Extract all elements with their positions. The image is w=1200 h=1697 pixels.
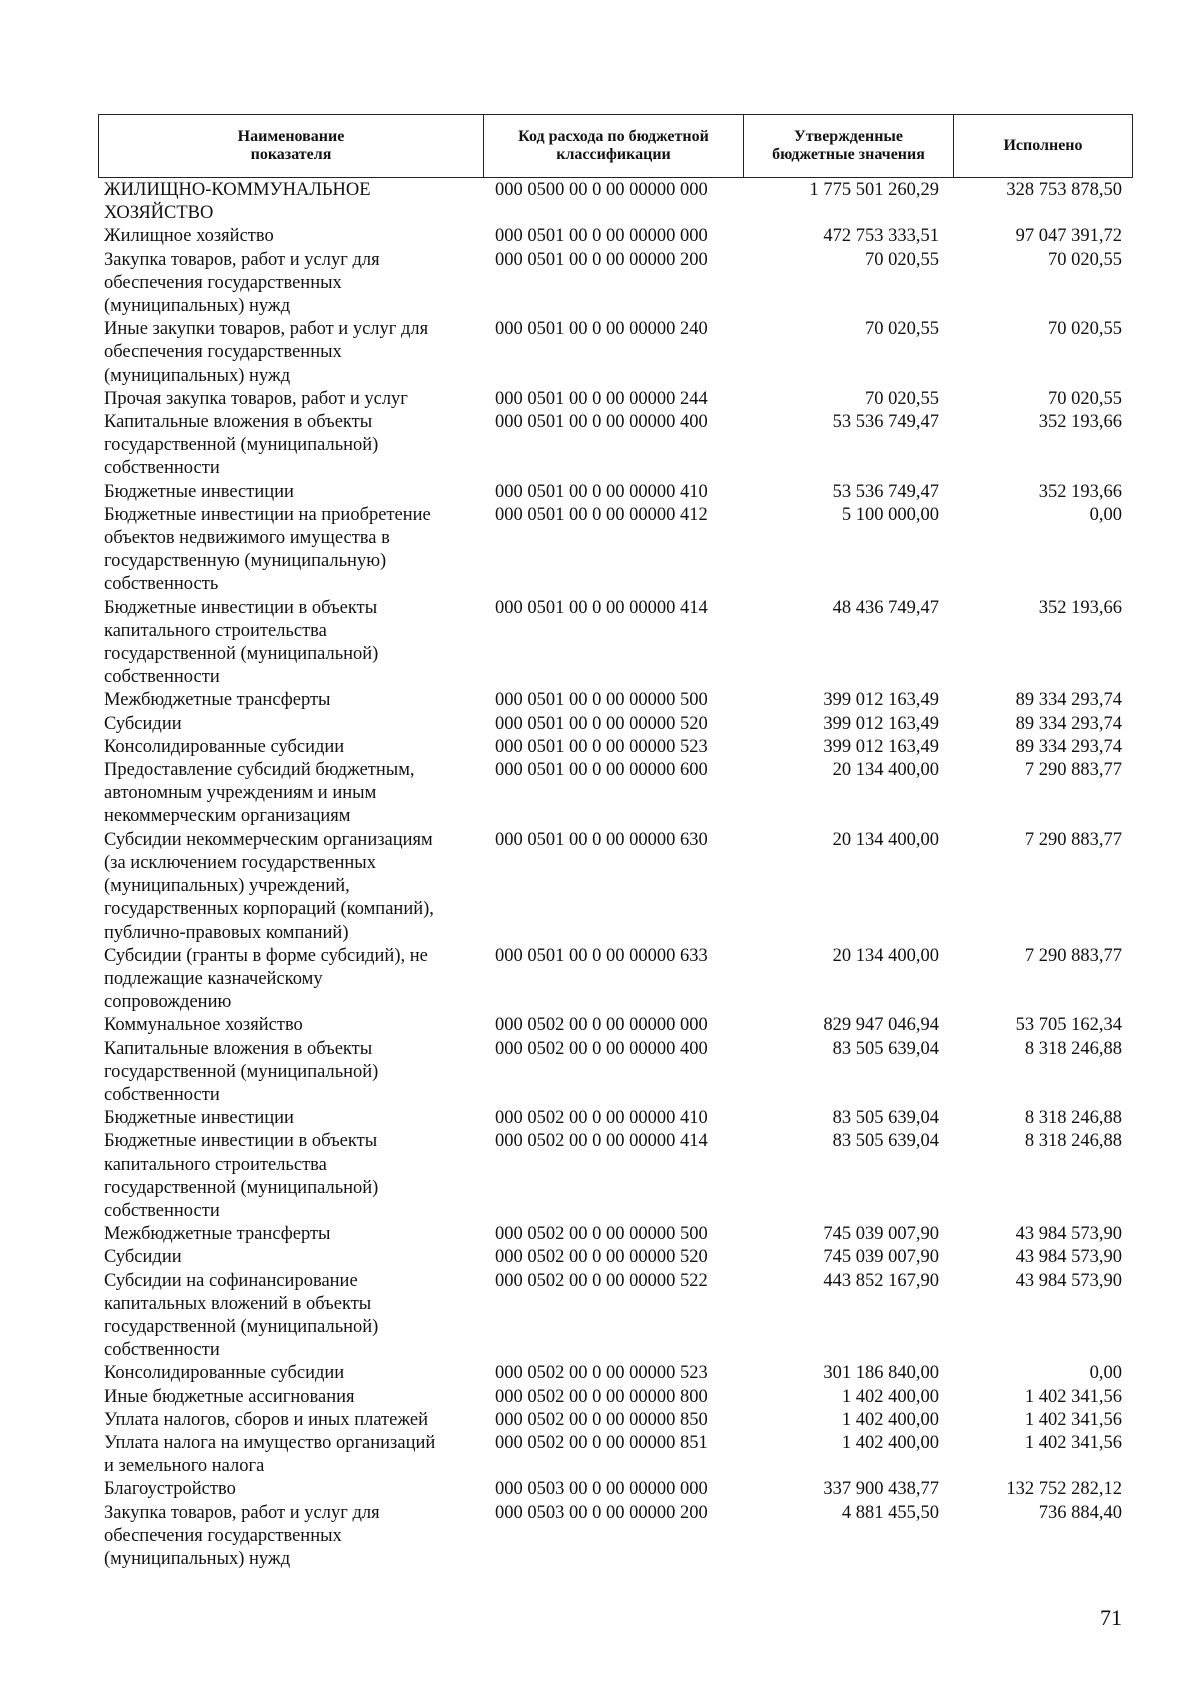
row-name: Уплата налогов, сборов и иных платежей: [104, 1409, 429, 1430]
row-approved: 399 012 163,49: [823, 713, 939, 734]
row-name: Межбюджетные трансферты: [104, 690, 331, 711]
table-row: [98, 597, 1132, 690]
row-name: Капитальные вложения в объекты государственной (муниципальной) собственности: [104, 1038, 379, 1105]
row-approved: 745 039 007,90: [823, 1247, 939, 1268]
row-code: 000 0501 00 0 00 00000 520: [495, 713, 708, 734]
row-approved: 53 536 749,47: [832, 481, 939, 502]
row-name: Бюджетные инвестиции в объекты капитального строительства государственной (муниципальной) собственности: [104, 1131, 379, 1221]
row-approved: 301 186 840,00: [823, 1363, 939, 1384]
table-row: [98, 249, 1132, 319]
row-name: Иные закупки товаров, работ и услуг для обеспечения государственных (муниципальных) нужд: [104, 319, 429, 386]
row-approved: 443 852 167,90: [823, 1270, 939, 1291]
table-row: [98, 388, 1132, 411]
row-name: Бюджетные инвестиции: [104, 481, 294, 502]
row-executed: 97 047 391,72: [1015, 226, 1122, 247]
row-name: Субсидии на софинансирование капитальных вложений в объекты государственной (муниципальной) собственности: [104, 1270, 379, 1361]
row-executed: 0,00: [1089, 504, 1122, 525]
row-approved: 20 134 400,00: [832, 945, 939, 966]
row-code: 000 0501 00 0 00 00000 200: [495, 249, 708, 270]
row-name: Прочая закупка товаров, работ и услуг: [104, 388, 408, 409]
row-code: 000 0501 00 0 00 00000 633: [495, 945, 708, 966]
table-row: [98, 179, 1132, 225]
row-name: Уплата налога на имущество организаций и земельного налога: [104, 1432, 436, 1477]
row-name: Капитальные вложения в объекты государственной (муниципальной) собственности: [104, 412, 379, 479]
row-executed: 89 334 293,74: [1015, 690, 1122, 711]
row-executed: 70 020,55: [1048, 388, 1122, 409]
row-name: Субсидии (гранты в форме субсидий), не подлежащие казначейскому сопровождению: [104, 945, 428, 1013]
row-executed: 53 705 162,34: [1015, 1015, 1122, 1036]
row-executed: 89 334 293,74: [1015, 713, 1122, 734]
table-row: [98, 225, 1132, 248]
row-code: 000 0501 00 0 00 00000 240: [495, 319, 708, 340]
row-approved: 4 881 455,50: [841, 1502, 939, 1523]
table-row: [98, 1107, 1132, 1130]
row-approved: 1 775 501 260,29: [809, 180, 939, 200]
row-code: 000 0501 00 0 00 00000 000: [495, 226, 708, 247]
table-header: [98, 114, 1133, 178]
row-approved: 1 402 400,00: [841, 1409, 939, 1430]
table-row: [98, 1246, 1132, 1269]
row-code: 000 0502 00 0 00 00000 851: [495, 1432, 708, 1453]
row-name: Иные бюджетные ассигнования: [104, 1386, 355, 1407]
table-row: [98, 481, 1132, 504]
row-code: 000 0501 00 0 00 00000 412: [495, 504, 708, 525]
row-approved: 745 039 007,90: [823, 1224, 939, 1245]
row-code: 000 0503 00 0 00 00000 000: [495, 1479, 708, 1500]
row-code: 000 0502 00 0 00 00000 400: [495, 1038, 708, 1059]
row-code: 000 0502 00 0 00 00000 000: [495, 1015, 708, 1036]
row-code: 000 0501 00 0 00 00000 410: [495, 481, 708, 502]
row-executed: 8 318 246,88: [1024, 1108, 1122, 1129]
row-approved: 83 505 639,04: [832, 1131, 939, 1152]
row-name: Жилищное хозяйство: [104, 226, 274, 247]
row-code: 000 0503 00 0 00 00000 200: [495, 1502, 708, 1523]
row-name: Закупка товаров, работ и услуг для обеспечения государственных (муниципальных) нужд: [104, 1502, 380, 1569]
row-name: Закупка товаров, работ и услуг для обеспечения государственных (муниципальных) нужд: [104, 249, 380, 317]
row-code: 000 0501 00 0 00 00000 523: [495, 736, 708, 757]
row-executed: 43 984 573,90: [1015, 1270, 1122, 1291]
row-name: Благоустройство: [104, 1479, 236, 1500]
row-code: 000 0502 00 0 00 00000 500: [495, 1224, 708, 1245]
row-name: Субсидии: [104, 1247, 182, 1268]
row-executed: 352 193,66: [1038, 412, 1122, 433]
row-code: 000 0501 00 0 00 00000 600: [495, 760, 708, 781]
row-executed: 7 290 883,77: [1024, 829, 1122, 850]
row-code: 000 0501 00 0 00 00000 500: [495, 690, 708, 711]
row-executed: 70 020,55: [1048, 249, 1122, 270]
row-executed: 7 290 883,77: [1024, 760, 1122, 781]
header-name: Наименование показателя: [99, 115, 484, 178]
row-code: 000 0502 00 0 00 00000 523: [495, 1363, 708, 1384]
row-executed: 1 402 341,56: [1024, 1409, 1122, 1430]
row-approved: 399 012 163,49: [823, 690, 939, 711]
row-name: Субсидии: [104, 713, 182, 734]
row-code: 000 0501 00 0 00 00000 630: [495, 829, 708, 850]
row-executed: 1 402 341,56: [1024, 1386, 1122, 1407]
row-approved: 83 505 639,04: [832, 1108, 939, 1129]
table-row: [98, 1270, 1132, 1363]
row-code: 000 0501 00 0 00 00000 400: [495, 412, 708, 433]
row-name: Коммунальное хозяйство: [104, 1015, 303, 1036]
row-code: 000 0502 00 0 00 00000 520: [495, 1247, 708, 1268]
row-name: Бюджетные инвестиции на приобретение объектов недвижимого имущества в государственную (муниципальную) собственность: [104, 504, 431, 595]
row-approved: 83 505 639,04: [832, 1038, 939, 1059]
row-approved: 20 134 400,00: [832, 760, 939, 781]
row-executed: 7 290 883,77: [1024, 945, 1122, 966]
table-row: [98, 411, 1132, 481]
row-executed: 328 753 878,50: [1006, 180, 1122, 200]
row-code: 000 0502 00 0 00 00000 800: [495, 1386, 708, 1407]
row-executed: 352 193,66: [1038, 597, 1122, 618]
row-code: 000 0501 00 0 00 00000 414: [495, 597, 708, 618]
row-executed: 0,00: [1089, 1363, 1122, 1384]
table-row: [98, 1478, 1132, 1501]
row-executed: 352 193,66: [1038, 481, 1122, 502]
row-code: 000 0502 00 0 00 00000 410: [495, 1108, 708, 1129]
table-row: [98, 713, 1132, 736]
table-row: [98, 945, 1132, 1015]
header-approved: Утвержденные бюджетные значения: [744, 115, 954, 178]
row-approved: 829 947 046,94: [823, 1015, 939, 1036]
row-executed: 89 334 293,74: [1015, 736, 1122, 757]
row-approved: 53 536 749,47: [832, 412, 939, 433]
row-executed: 43 984 573,90: [1015, 1247, 1122, 1268]
row-code: 000 0501 00 0 00 00000 244: [495, 388, 708, 409]
table-row: [98, 1409, 1132, 1432]
table-row: [98, 689, 1132, 712]
row-name: Бюджетные инвестиции: [104, 1108, 294, 1129]
row-code: 000 0500 00 0 00 00000 000: [495, 180, 708, 200]
row-executed: 8 318 246,88: [1024, 1038, 1122, 1059]
row-code: 000 0502 00 0 00 00000 414: [495, 1131, 708, 1152]
row-name: Субсидии некоммерческим организациям (за исключением государственных (муниципальных) учреждений, государственных корпораций (компаний), публично-правовых компаний): [104, 829, 434, 943]
row-executed: 8 318 246,88: [1024, 1131, 1122, 1152]
row-executed: 736 884,40: [1038, 1502, 1122, 1523]
row-code: 000 0502 00 0 00 00000 850: [495, 1409, 708, 1430]
row-approved: 5 100 000,00: [841, 504, 939, 525]
table-row: [98, 318, 1132, 388]
row-approved: 1 402 400,00: [841, 1386, 939, 1407]
row-approved: 70 020,55: [865, 249, 939, 270]
table-row: [98, 736, 1132, 759]
row-approved: 1 402 400,00: [841, 1432, 939, 1453]
header-code: Код расхода по бюджетной классификации: [484, 115, 744, 178]
row-approved: 399 012 163,49: [823, 736, 939, 757]
budget-table-body: [98, 179, 1132, 1571]
row-name: Консолидированные субсидии: [104, 736, 345, 757]
table-row: [98, 1223, 1132, 1246]
row-approved: 337 900 438,77: [823, 1479, 939, 1500]
header-executed: Исполнено: [954, 115, 1133, 178]
table-row: [98, 1386, 1132, 1409]
table-row: [98, 504, 1132, 597]
table-row: [98, 1502, 1132, 1572]
row-approved: 70 020,55: [865, 388, 939, 409]
row-name: Предоставление субсидий бюджетным, автономным учреждениям и иным некоммерческим организациям: [104, 760, 415, 827]
row-executed: 43 984 573,90: [1015, 1224, 1122, 1245]
row-code: 000 0502 00 0 00 00000 522: [495, 1270, 708, 1291]
row-name: Консолидированные субсидии: [104, 1363, 345, 1384]
row-approved: 48 436 749,47: [832, 597, 939, 618]
table-row: [98, 1014, 1132, 1037]
row-executed: 132 752 282,12: [1006, 1479, 1122, 1500]
table-row: [98, 759, 1132, 829]
table-row: [98, 829, 1132, 945]
row-approved: 70 020,55: [865, 319, 939, 340]
row-name: Межбюджетные трансферты: [104, 1224, 331, 1245]
table-row: [98, 1362, 1132, 1385]
row-approved: 20 134 400,00: [832, 829, 939, 850]
page-number: 71: [1100, 1605, 1122, 1630]
row-approved: 472 753 333,51: [823, 226, 939, 247]
row-executed: 70 020,55: [1048, 319, 1122, 340]
table-row: [98, 1432, 1132, 1478]
table-row: [98, 1130, 1132, 1223]
row-name: Бюджетные инвестиции в объекты капитального строительства государственной (муниципальной) собственности: [104, 597, 379, 688]
budget-table: [98, 179, 1132, 1571]
row-name: ЖИЛИЩНО-КОММУНАЛЬНОЕ ХОЗЯЙСТВО: [104, 180, 371, 224]
row-executed: 1 402 341,56: [1024, 1432, 1122, 1453]
table-row: [98, 1038, 1132, 1108]
